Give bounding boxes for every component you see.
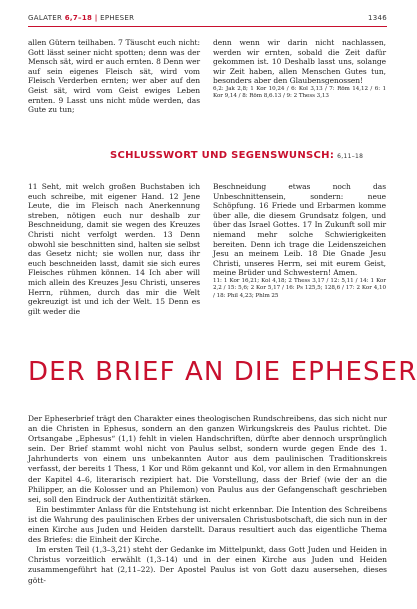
section-heading-reference: 6,11–18: [337, 153, 364, 160]
running-header-separator: |: [94, 14, 98, 22]
running-header-book: GALATER: [28, 14, 63, 22]
intro-paragraph: Ein bestimmter Anlass für die Entstehung ist nicht erkennbar. Die Intention des Schreibens ist die Wahrung des paulinischen Erbes der universalen Christusbotschaft, die sich nun in der einen Kirche aus Juden und Heiden darstellt. Daraus resultiert auch das eigentliche Thema des Briefes: die Einheit der Kirche.: [28, 504, 387, 545]
introduction: [28, 414, 387, 586]
running-header: [28, 14, 387, 27]
book-title: DER BRIEF AN DIE EPHESER: [28, 357, 417, 387]
section-heading: [110, 150, 389, 161]
top-right-cross-references: 6,2: Jak 2,8; 1 Kor 10,24 / 6: Kol 3,13 / 7: Röm 14,12 / 6: 1 Kor 9,14 / 8: Röm 8,6.13 / 9: 2 Thess 3,13: [213, 85, 386, 100]
page-number: 1346: [367, 14, 387, 22]
top-left-column: [28, 38, 200, 115]
middle-right-column: [213, 182, 386, 300]
intro-paragraph: Im ersten Teil (1,3–3,21) steht der Gedanke im Mittelpunkt, dass Gott Juden und Heiden in Christus vorzeitlich erwählt (1,3–14) und in der einen Kirche aus Juden und Heiden zusammengeführt hat (2,11–22). Der Apostel Paulus ist von Gott dazu ausersehen, dieses gött-: [28, 545, 387, 585]
running-header-next-book: EPHESER: [100, 14, 135, 22]
middle-left-text: 11 Seht, mit welch großen Buchstaben ich euch schreibe, mit eigener Hand. 12 Jene Leute, die im Fleisch nach Anerkennung streben, nötigen euch nur deshalb zur Beschneidung, damit sie wegen des Kreuzes Christi nicht verfolgt werden. 13 Denn obwohl sie beschnitten sind, halten sie selbst das Gesetz nicht; sie wollen nur, dass ihr euch beschneiden lasst, damit sie sich eures Fleisches rühmen können. 14 Ich aber will mich allein des Kreuzes Jesu Christi, unseres Herrn, rühmen, durch das mir die Welt gekreuzigt ist und ich der Welt. 15 Denn es gilt weder die: [28, 182, 200, 316]
top-right-text: denn wenn wir darin nicht nachlassen, werden wir ernten, sobald die Zeit dafür gekommen ist. 10 Deshalb lasst uns, solange wir Zeit haben, allen Menschen Gutes tun, besonders aber den Glaubensgenossen!: [213, 38, 386, 86]
middle-left-column: [28, 182, 200, 316]
running-header-reference: 6,7–18: [64, 14, 93, 22]
middle-right-cross-references: 11: 1 Kor 16,21; Kol 4,18; 2 Thess 3,17 / 12: 5,11 / 14: 1 Kor 2,2 / 15: 5,6; 2 Kor 5,17 / 16: Ps 125,5; 128,6 / 17: 2 Kor 4,10 / 18: Phil 4,23; Phlm 25: [213, 277, 386, 299]
top-right-column: [213, 38, 386, 101]
middle-right-text: Beschneidung etwas noch das Unbeschnittensein, sondern: neue Schöpfung. 16 Friede und Erbarmen komme über alle, die diesem Grundsatz folgen, und über das Israel Gottes. 17 In Zukunft soll mir niemand mehr solche Schwierigkeiten bereiten. Denn ich trage die Leidenszeichen Jesu an meinem Leib. 18 Die Gnade Jesu Christi, unseres Herrn, sei mit eurem Geist, meine Brüder und Schwestern! Amen.: [213, 182, 386, 278]
top-left-text: allen Gütern teilhaben. 7 Täuscht euch nicht: Gott lässt seiner nicht spotten; denn was der Mensch sät, wird er auch ernten. 8 Denn wer auf sein eigenes Fleisch sät, wird vom Fleisch Verderben ernten; wer aber auf den Geist sät, wird vom Geist ewiges Leben ernten. 9 Lasst uns nicht müde werden, das Gute zu tun;: [28, 38, 200, 115]
section-heading-text: SCHLUSSWORT UND SEGENSWUNSCH:: [110, 150, 335, 161]
intro-paragraph: Der Epheserbrief trägt den Charakter eines theologischen Rundschreibens, das sich nicht nur an die Christen in Ephesus, sondern an den ganzen Wirkungskreis des Paulus richtet. Die Ortsangabe „Ephesus“ (1,1) fehlt in vielen Handschriften, dürfte aber dennoch ursprünglich sein. Der Brief stammt wohl nicht von Paulus selbst, sondern wurde gegen Ende des 1. Jahrhunderts von einem uns unbekannten Autor aus dem paulinischen Traditionskreis verfasst, der bereits 1 Thess, 1 Kor und Röm gekannt und Kol, vor allem in den Ermahnungen der Kapitel 4–6, literarisch rezipiert hat. Die Vorstellung, dass der Brief (wie der an die Philipper, an die Kolosser und an Philemon) von Paulus aus der Gefangenschaft geschrieben sei, soll den Eindruck der Authentizität stärken.: [28, 414, 387, 504]
